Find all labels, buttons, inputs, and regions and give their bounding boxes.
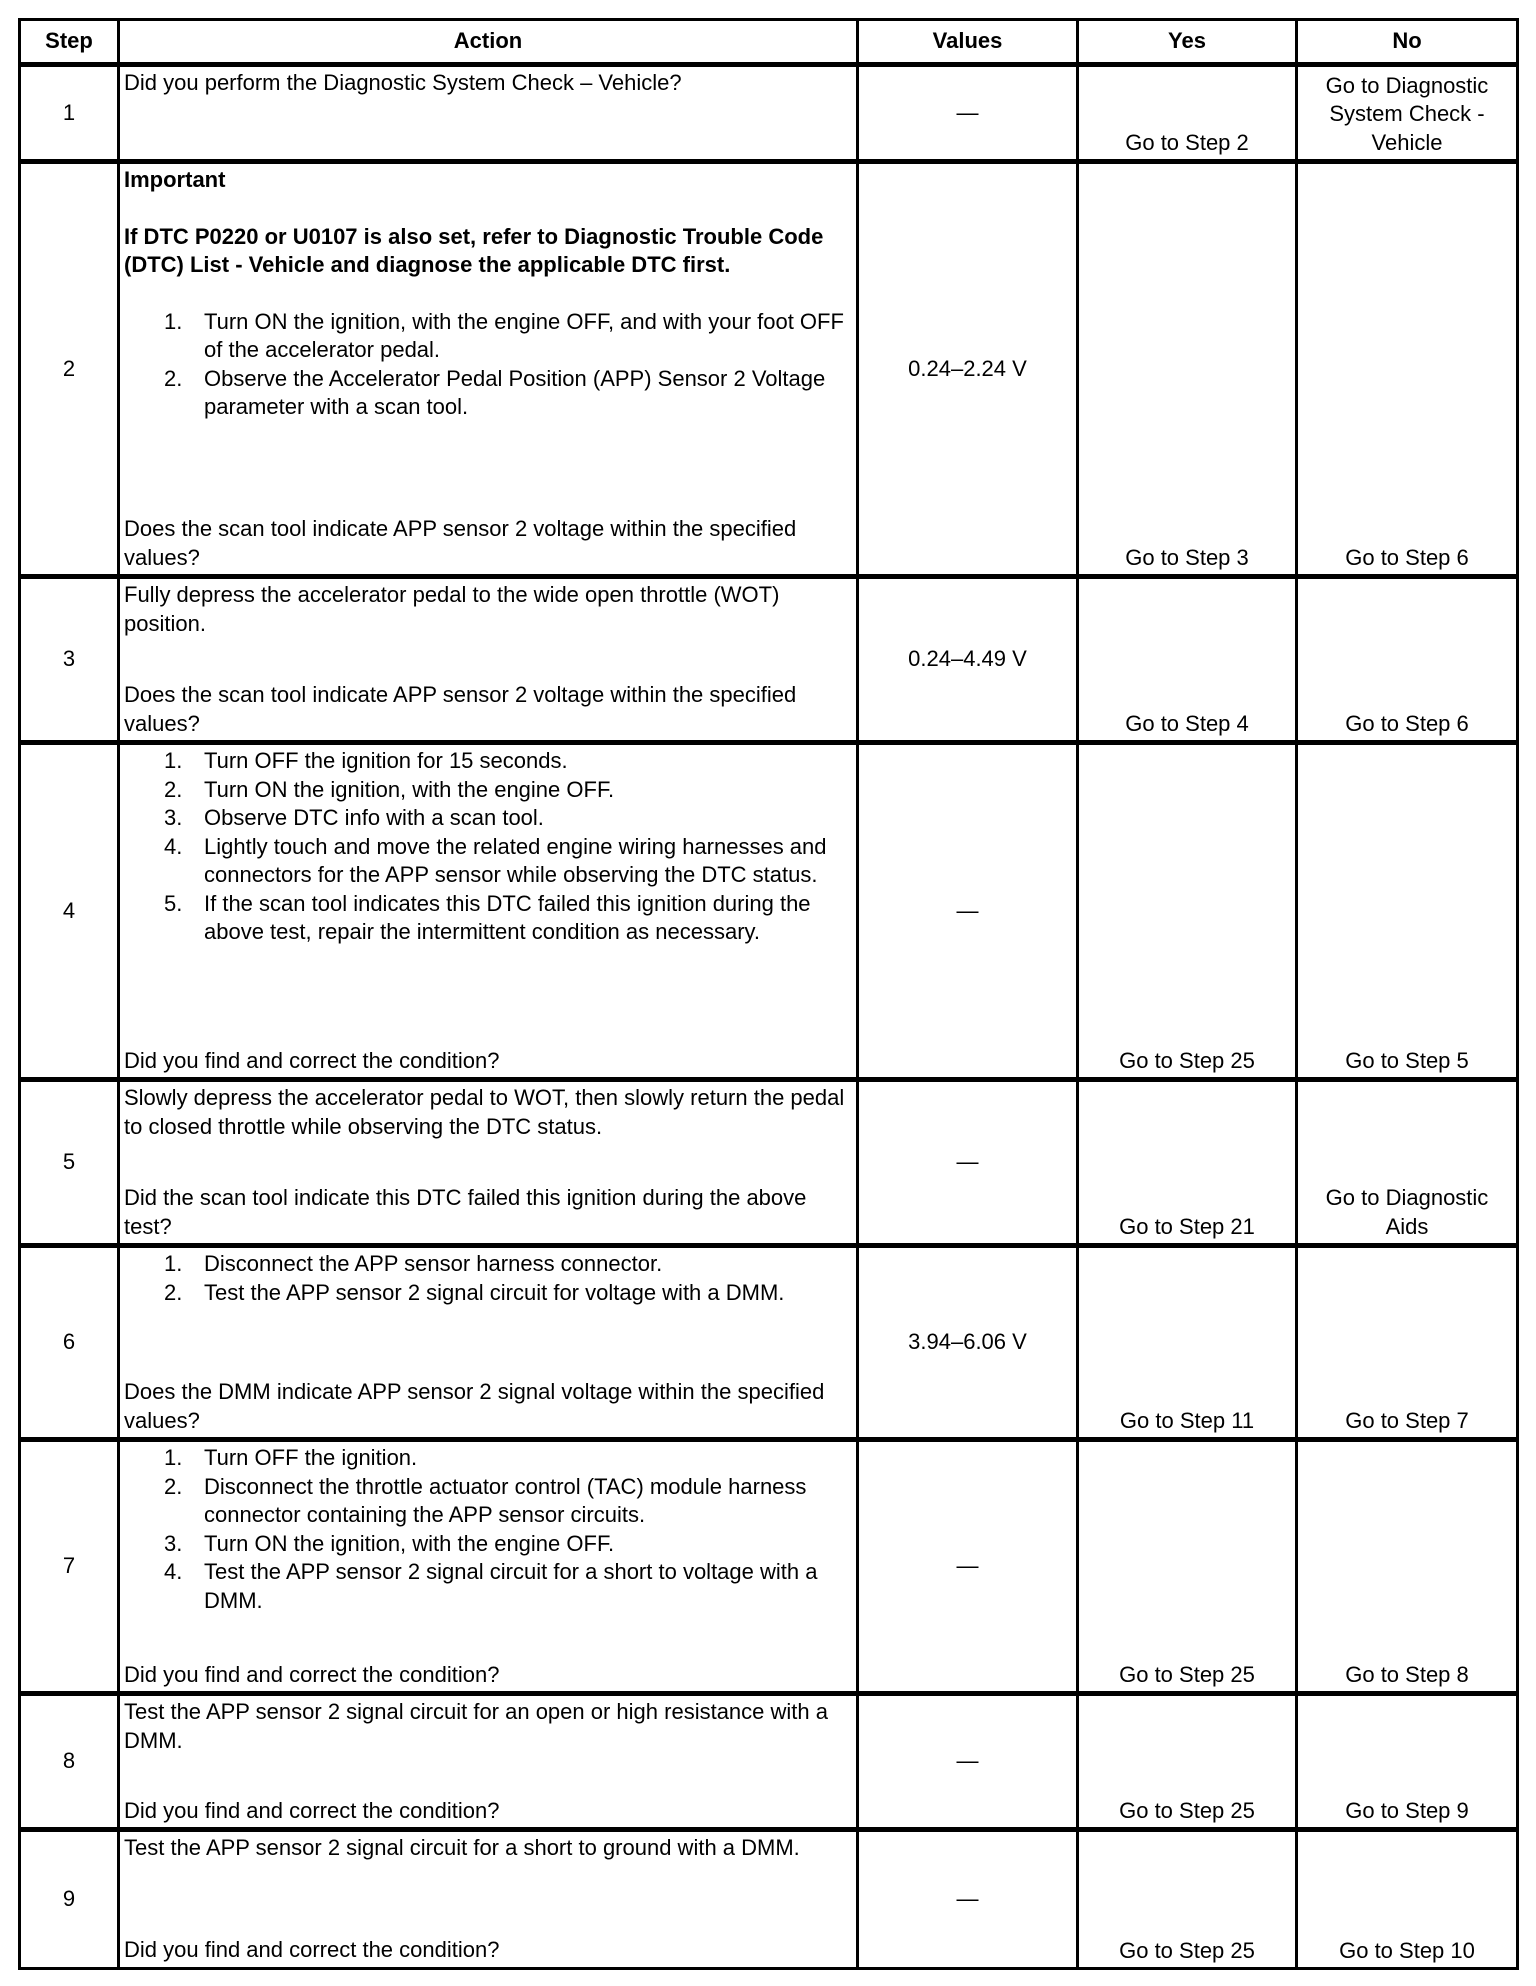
values-cell: —	[858, 1830, 1078, 1969]
step-number: 4	[20, 743, 119, 1080]
no-action: Go to Diagnostic Aids	[1297, 1080, 1518, 1246]
table-row	[20, 162, 1518, 577]
list-number: 3.	[164, 805, 183, 830]
question-text: Did you find and correct the condition?	[124, 1047, 500, 1073]
step-number: 2	[20, 162, 119, 577]
list-item	[124, 1473, 852, 1530]
list-text: Turn OFF the ignition for 15 seconds.	[204, 748, 568, 773]
table-row	[20, 1440, 1518, 1694]
instruction-text: Fully depress the accelerator pedal to the wide open throttle (WOT) position.	[124, 582, 780, 636]
action-instructions	[124, 1250, 852, 1307]
question-text: Did the scan tool indicate this DTC failed this ignition during the above test?	[124, 1185, 807, 1239]
list-item	[124, 804, 852, 833]
list-number: 5.	[164, 890, 183, 916]
header-yes: Yes	[1078, 20, 1297, 65]
list-number: 4.	[164, 833, 183, 859]
list-item	[124, 1558, 852, 1615]
list-item	[124, 776, 852, 805]
list-text: Lightly touch and move the related engine wiring harnesses and connectors for the APP sensor while observing the DTC status.	[204, 833, 827, 887]
action-content	[124, 1698, 852, 1825]
list-item	[124, 1250, 852, 1279]
table-row	[20, 743, 1518, 1080]
list-number: 2.	[164, 365, 183, 391]
list-item	[124, 1444, 852, 1473]
action-cell	[119, 1694, 858, 1830]
no-action: Go to Step 7	[1297, 1246, 1518, 1440]
list-number: 3.	[164, 1530, 183, 1556]
list-number: 1.	[164, 308, 183, 334]
list-number: 2.	[164, 1279, 183, 1305]
action-content	[124, 1084, 852, 1241]
list-number: 4.	[164, 1559, 183, 1584]
action-instructions	[124, 747, 852, 947]
action-instructions	[124, 69, 852, 98]
action-instructions	[124, 1698, 852, 1755]
list-text: Observe the Accelerator Pedal Position (APP) Sensor 2 Voltage parameter with a scan tool.	[204, 365, 826, 419]
yes-action: Go to Step 25	[1078, 743, 1297, 1080]
list-text: Test the APP sensor 2 signal circuit for a short to voltage with a DMM.	[204, 1559, 818, 1613]
step-number: 3	[20, 577, 119, 743]
step-list	[124, 1444, 852, 1615]
no-action: Go to Step 9	[1297, 1694, 1518, 1830]
step-number: 7	[20, 1440, 119, 1694]
action-instructions	[124, 581, 852, 638]
yes-action: Go to Step 25	[1078, 1694, 1297, 1830]
values-cell: 0.24–2.24 V	[858, 162, 1078, 577]
list-text: If the scan tool indicates this DTC failed this ignition during the above test, repair the intermittent condition as necessary.	[204, 890, 811, 944]
list-item	[124, 1530, 852, 1559]
action-instructions	[124, 1444, 852, 1615]
step-list	[124, 1250, 852, 1307]
yes-action: Go to Step 3	[1078, 162, 1297, 577]
list-text: Disconnect the throttle actuator control (TAC) module harness connector containing the APP sensor circuits.	[204, 1473, 807, 1527]
header-no: No	[1297, 20, 1518, 65]
action-content	[124, 747, 852, 1075]
list-item	[124, 833, 852, 890]
yes-action: Go to Step 21	[1078, 1080, 1297, 1246]
values-cell: —	[858, 1080, 1078, 1246]
step-list	[124, 308, 852, 422]
action-cell	[119, 1830, 858, 1969]
step-number: 1	[20, 65, 119, 162]
table-row	[20, 1080, 1518, 1246]
no-action: Go to Step 8	[1297, 1440, 1518, 1694]
header-step: Step	[20, 20, 119, 65]
table-row	[20, 65, 1518, 162]
action-cell	[119, 65, 858, 162]
diagnostic-table	[18, 18, 1519, 1970]
header-action: Action	[119, 20, 858, 65]
question-text: Did you find and correct the condition?	[124, 1797, 500, 1823]
values-cell: —	[858, 65, 1078, 162]
question-text: Does the scan tool indicate APP sensor 2 voltage within the specified values?	[124, 516, 797, 570]
table-row	[20, 577, 1518, 743]
action-content	[124, 69, 852, 157]
action-cell	[119, 743, 858, 1080]
list-item	[124, 1279, 852, 1308]
list-number: 1.	[164, 1445, 183, 1470]
yes-action: Go to Step 11	[1078, 1246, 1297, 1440]
no-action: Go to Step 5	[1297, 743, 1518, 1080]
instruction-text: Test the APP sensor 2 signal circuit for an open or high resistance with a DMM.	[124, 1699, 828, 1753]
list-item	[124, 365, 852, 422]
action-cell	[119, 1246, 858, 1440]
action-instructions	[124, 166, 852, 422]
action-content	[124, 166, 852, 572]
list-number: 1.	[164, 748, 183, 773]
list-item	[124, 747, 852, 776]
list-item	[124, 890, 852, 947]
list-text: Test the APP sensor 2 signal circuit for voltage with a DMM.	[204, 1279, 785, 1305]
step-list	[124, 747, 852, 947]
values-cell: —	[858, 743, 1078, 1080]
no-action: Go to Diagnostic System Check - Vehicle	[1297, 65, 1518, 162]
no-action: Go to Step 6	[1297, 162, 1518, 577]
yes-action: Go to Step 25	[1078, 1830, 1297, 1969]
instruction-text: Slowly depress the accelerator pedal to WOT, then slowly return the pedal to closed throttle while observing the DTC status.	[124, 1085, 845, 1139]
table-row	[20, 1246, 1518, 1440]
header-values: Values	[858, 20, 1078, 65]
values-cell: 3.94–6.06 V	[858, 1246, 1078, 1440]
step-number: 5	[20, 1080, 119, 1246]
instruction-text: Did you perform the Diagnostic System Check – Vehicle?	[124, 70, 682, 95]
action-content	[124, 581, 852, 738]
action-content	[124, 1250, 852, 1435]
list-item	[124, 308, 852, 365]
list-text: Turn ON the ignition, with the engine OFF.	[204, 1530, 615, 1556]
question-text: Does the scan tool indicate APP sensor 2 voltage within the specified values?	[124, 682, 797, 736]
important-note: If DTC P0220 or U0107 is also set, refer to Diagnostic Trouble Code (DTC) List - Vehicle and diagnose the applicable DTC first.	[124, 223, 824, 277]
header-row	[20, 20, 1518, 65]
values-cell: 0.24–4.49 V	[858, 577, 1078, 743]
list-text: Turn OFF the ignition.	[204, 1445, 418, 1470]
question-text: Did you find and correct the condition?	[124, 1661, 500, 1687]
step-number: 6	[20, 1246, 119, 1440]
list-number: 2.	[164, 1473, 183, 1499]
list-number: 1.	[164, 1251, 183, 1276]
list-text: Turn ON the ignition, with the engine OFF.	[204, 776, 615, 802]
table-row	[20, 1830, 1518, 1969]
action-instructions	[124, 1084, 852, 1141]
yes-action: Go to Step 2	[1078, 65, 1297, 162]
important-heading: Important	[124, 167, 226, 192]
table-row	[20, 1694, 1518, 1830]
action-cell	[119, 1440, 858, 1694]
step-number: 9	[20, 1830, 119, 1969]
values-cell: —	[858, 1694, 1078, 1830]
no-action: Go to Step 10	[1297, 1830, 1518, 1969]
action-instructions	[124, 1834, 852, 1863]
action-cell	[119, 577, 858, 743]
values-cell: —	[858, 1440, 1078, 1694]
action-cell	[119, 162, 858, 577]
instruction-text: Test the APP sensor 2 signal circuit for a short to ground with a DMM.	[124, 1835, 800, 1860]
action-content	[124, 1834, 852, 1964]
yes-action: Go to Step 25	[1078, 1440, 1297, 1694]
question-text: Did you find and correct the condition?	[124, 1936, 500, 1962]
step-number: 8	[20, 1694, 119, 1830]
list-text: Disconnect the APP sensor harness connector.	[204, 1251, 663, 1276]
action-cell	[119, 1080, 858, 1246]
list-text: Observe DTC info with a scan tool.	[204, 805, 544, 830]
yes-action: Go to Step 4	[1078, 577, 1297, 743]
no-action: Go to Step 6	[1297, 577, 1518, 743]
list-text: Turn ON the ignition, with the engine OFF, and with your foot OFF of the accelerator pedal.	[204, 308, 844, 362]
list-number: 2.	[164, 776, 183, 802]
question-text: Does the DMM indicate APP sensor 2 signal voltage within the specified values?	[124, 1379, 825, 1433]
action-content	[124, 1444, 852, 1689]
